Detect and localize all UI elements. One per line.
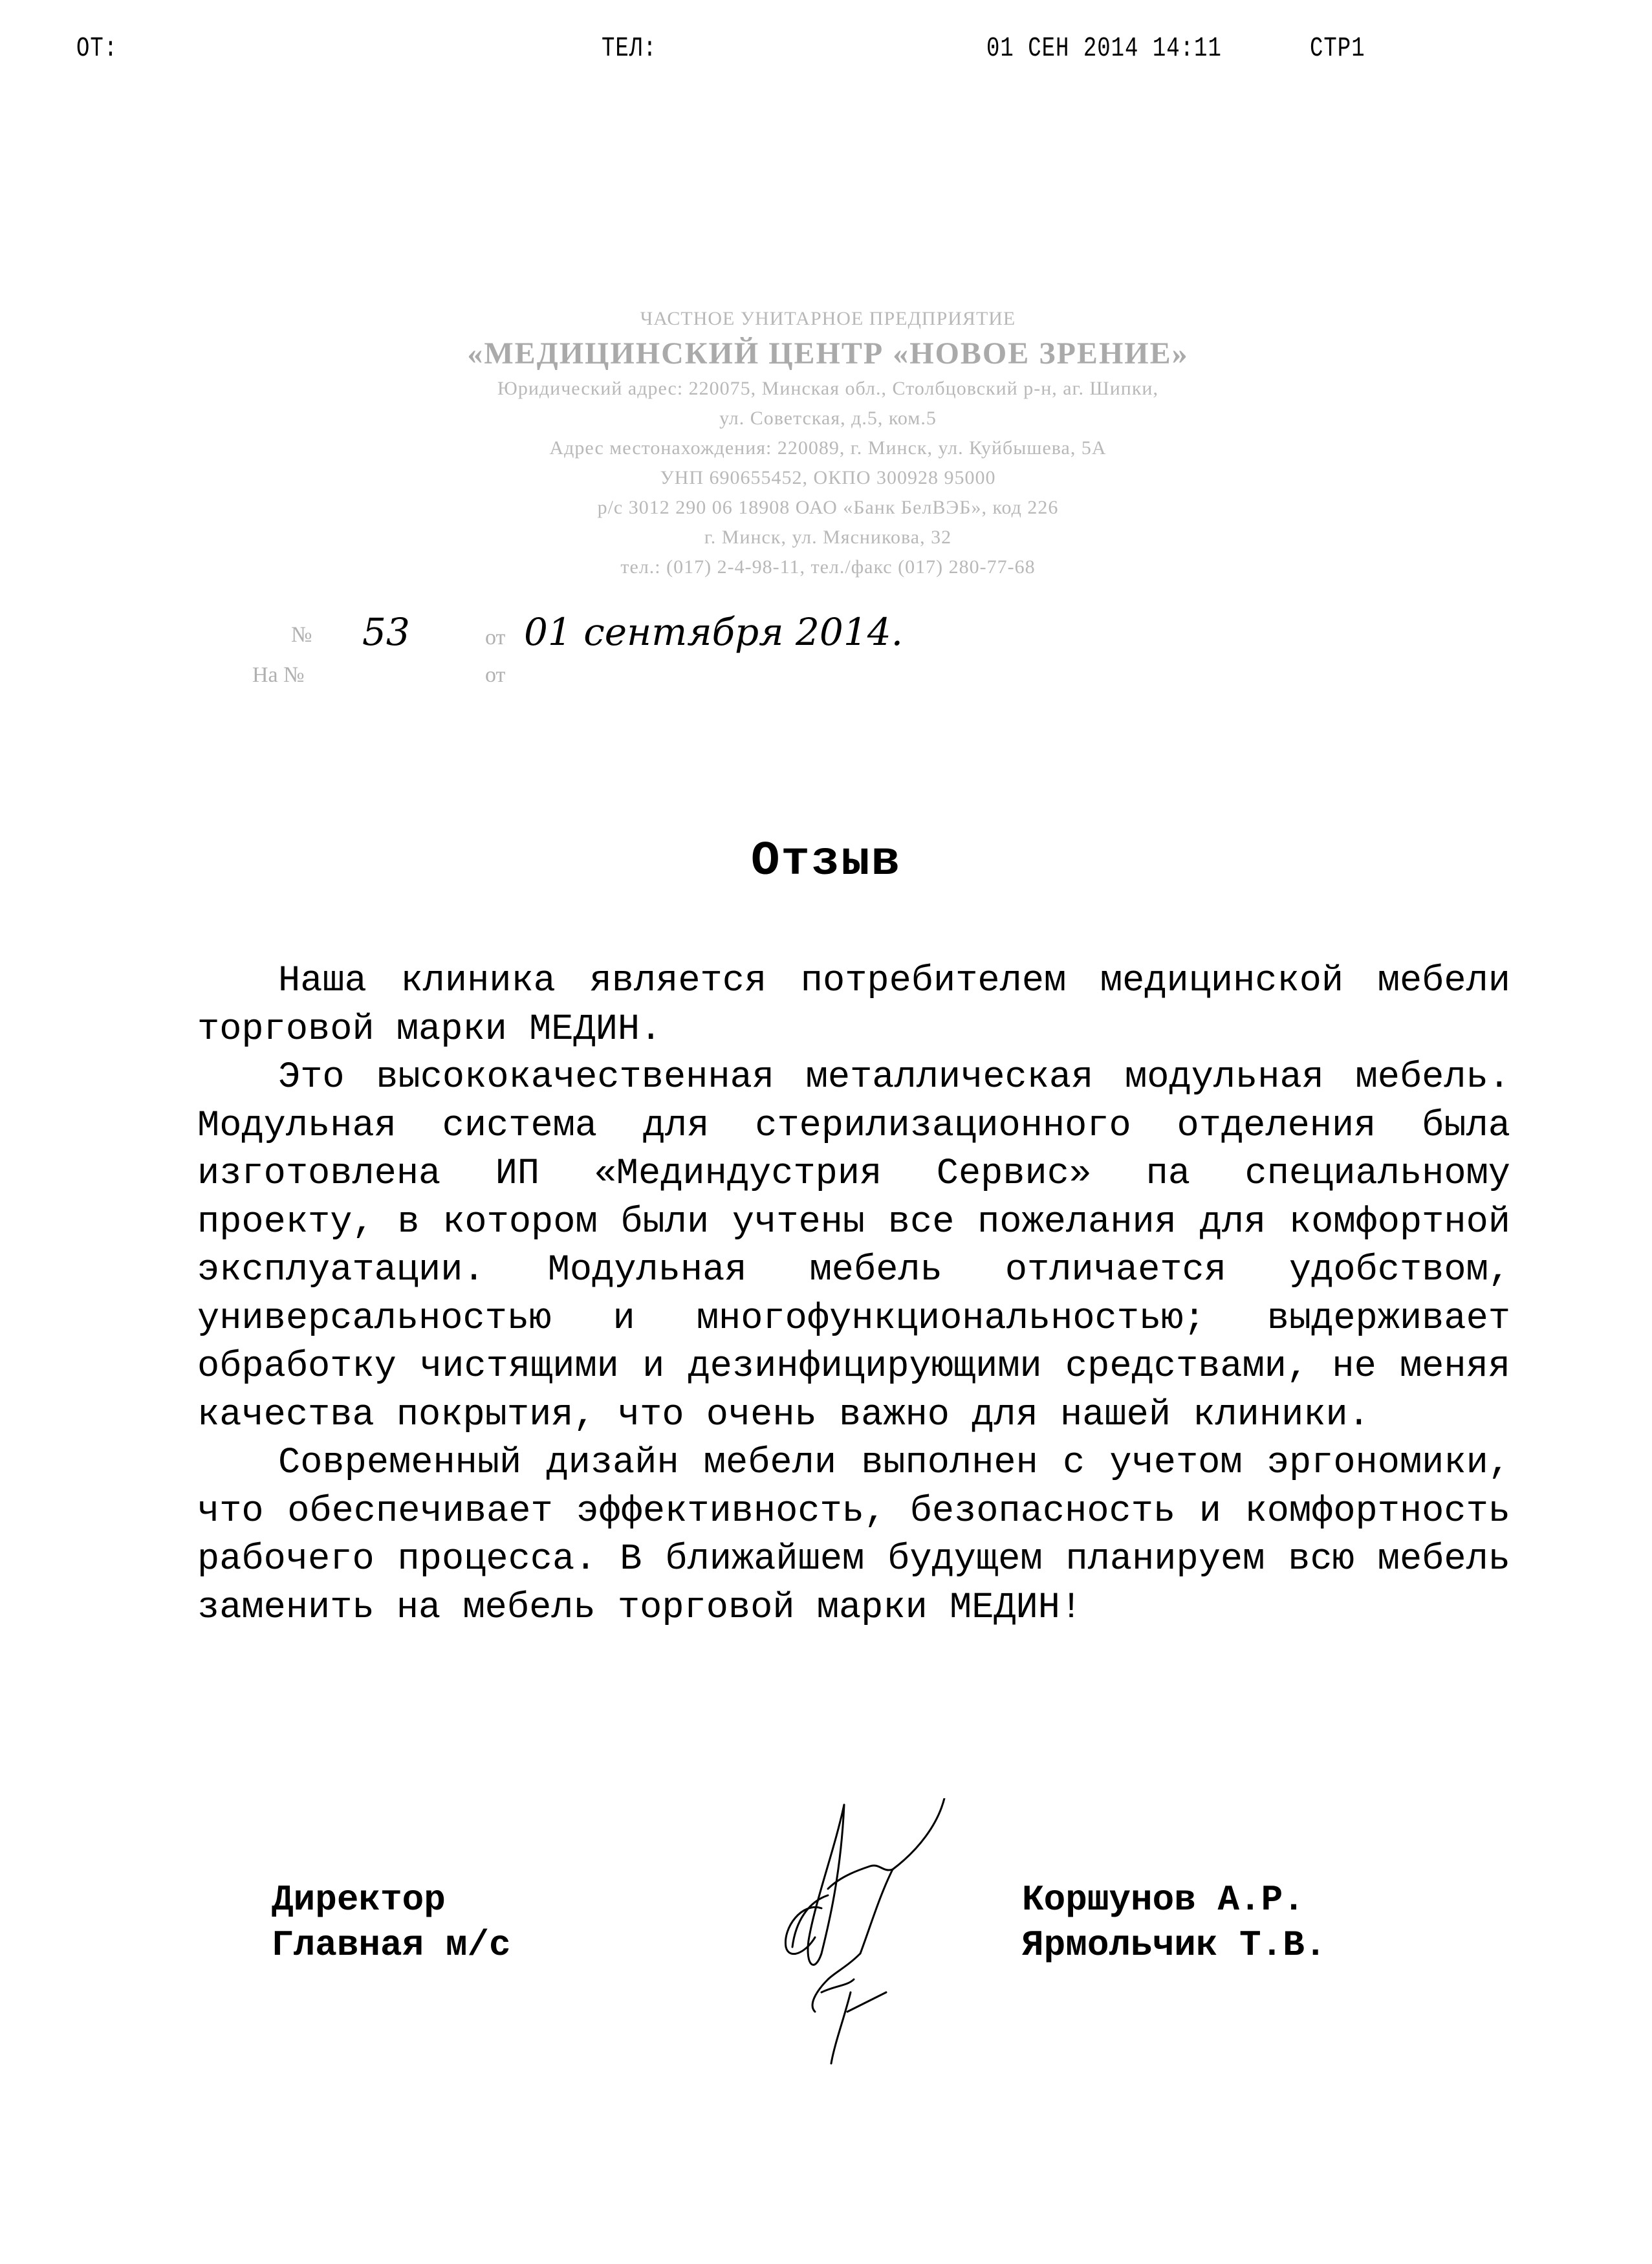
letterhead-org-name: «МЕДИЦИНСКИЙ ЦЕНТР «НОВОЕ ЗРЕНИЕ» <box>467 336 1189 371</box>
reference-date: 01 сентября 2014. <box>524 610 904 654</box>
reference-number: 53 <box>362 610 410 654</box>
body-paragraph: Наша клиника является потребителем медицинской мебели торговой марки МЕДИН. <box>197 961 1510 1050</box>
body-paragraph: Современный дизайн мебели выполнен с учетом эргономики, что обеспечивает эффективность, безопасность и комфортность рабочего процесса. В ближайшем будущем планируем всю мебель заменить на мебель торговой марки МЕДИН! <box>197 1442 1510 1629</box>
letterhead <box>323 304 1332 582</box>
signatory-role: Директор <box>272 1879 446 1921</box>
document-body <box>197 957 1510 1632</box>
signature-block <box>272 1879 1436 2073</box>
reference-block <box>252 610 1197 695</box>
letterhead-line: ул. Советская, д.5, ком.5 <box>719 408 937 429</box>
letterhead-line: Адрес местонахождения: 220089, г. Минск, ул. Куйбышева, 5А <box>549 437 1107 459</box>
fax-header <box>0 34 1652 65</box>
body-paragraph: Это высококачественная металлическая модульная мебель. Модульная система для стерилизационного отделения была изготовлена ИП «Мединдустрия Сервис» па специальному проекту, в котором были учтены все пожелания для комфортной эксплуатации. Модульная мебель отличается удобством, универсальностью и многофункциональностью; выдерживает обработку чистящими и дезинфицирующими средствами, не меняя качества покрытия, что очень важно для нашей клиники. <box>197 1057 1510 1436</box>
signatory-role: Главная м/с <box>272 1924 511 1966</box>
document-title: Отзыв <box>750 834 902 889</box>
signatory-name: Ярмольчик Т.В. <box>1022 1924 1327 1966</box>
letterhead-line: г. Минск, ул. Мясникова, 32 <box>704 527 952 548</box>
fax-datetime: 01 СЕН 2014 14:11 <box>986 34 1222 65</box>
letterhead-org-type: ЧАСТНОЕ УНИТАРНОЕ ПРЕДПРИЯТИЕ <box>640 308 1016 329</box>
letterhead-line: УНП 690655452, ОКПО 300928 95000 <box>660 467 996 488</box>
in-reply-date-prefix: от <box>485 663 506 687</box>
fax-tel-label: ТЕЛ: <box>602 34 657 65</box>
reference-date-prefix: от <box>485 626 506 649</box>
fax-page-number: СТР1 <box>1310 34 1365 65</box>
in-reply-label: На № <box>252 663 305 687</box>
reference-number-label: № <box>291 623 312 647</box>
signatory-name: Коршунов А.Р. <box>1022 1879 1305 1921</box>
letterhead-line: р/с 3012 290 06 18908 ОАО «Банк БелВЭБ», код 226 <box>597 497 1059 518</box>
letterhead-line: Юридический адрес: 220075, Минская обл., Столбцовский р-н, аг. Шипки, <box>497 378 1158 399</box>
letterhead-line: тел.: (017) 2-4-98-11, тел./факс (017) 280-77-68 <box>620 556 1036 578</box>
fax-from-label: ОТ: <box>76 34 118 65</box>
